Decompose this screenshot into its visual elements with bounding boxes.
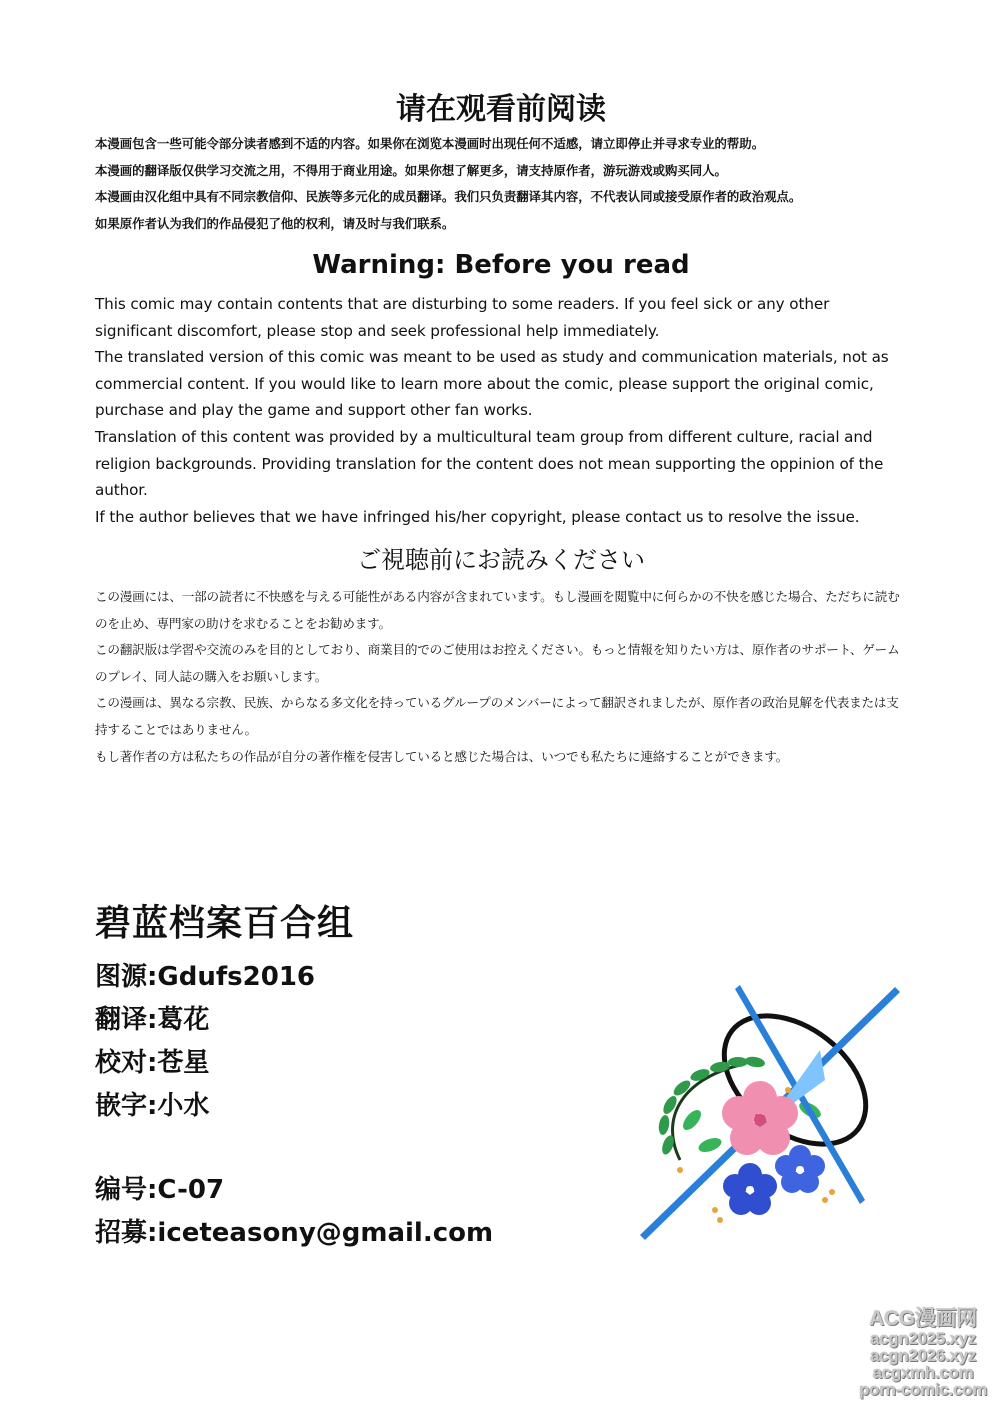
credit-proofreader [95,1042,493,1085]
zh-paragraph: 本漫画由汉化组中具有不同宗教信仰、民族等多元化的成员翻译。我们只负责翻译其内容，不代表认同或接受原作者的政治观点。 [95,189,802,204]
credit-typesetter [95,1085,493,1128]
ja-paragraph: この翻訳版は学習や交流のみを目的としており、商業目的でのご使用はお控えください。もっと情報を知りたい方は、原作者のサポート、ゲームのプレイ、同人誌の購入をお願いします。 [95,642,900,684]
en-paragraph: This comic may contain contents that are disturbing to some readers. If you feel sick or any other significant discomfort, please stop and seek professional help immediately. [95,295,830,340]
group-logo-icon [620,970,920,1260]
credits [95,895,493,1255]
group-name: 碧蓝档案百合组 [95,903,355,944]
credit-value: Gdufs2016 [157,962,316,992]
watermark-line: acgn2025.xyz [869,1329,977,1348]
zh-notice [95,131,907,237]
en-paragraph: Translation of this content was provided by a multicultural team group from different culture, racial and religion backgrounds. Providing translation for the content does not mean supporting the oppinion of the author. [95,427,884,500]
recruit-email: iceteasony@gmail.com [157,1218,494,1248]
recruit-label: 招募: [95,1218,158,1248]
credit-translator [95,999,493,1042]
ja-notice [95,584,907,770]
watermark-line: acgn2026.xyz [869,1346,977,1365]
watermark-line: acgxmh.com [872,1363,974,1382]
recruit-contact [95,1212,493,1255]
credit-value: 苍星 [157,1048,210,1078]
zh-title: 请在观看前阅读 [396,92,606,127]
credit-source [95,956,493,999]
site-watermark [848,1308,998,1398]
ja-paragraph: この漫画には、一部の読者に不快感を与える可能性がある内容が含まれています。もし漫画を閲覧中に何らかの不快を感じた場合、ただちに読むのを止め、専門家の助けを求むることをお勧めます。 [95,589,900,631]
en-notice [95,291,907,530]
violet-flower [723,1163,777,1215]
serial-label: 编号: [95,1175,158,1205]
en-title: Warning: Before you read [312,250,690,280]
serial-value: C-07 [157,1175,225,1205]
credit-label: 翻译: [95,1005,158,1035]
ja-paragraph: もし著作者の方は私たちの作品が自分の著作権を侵害していると感じた場合は、いつでも私たちに連絡することができます。 [95,748,789,764]
credit-value: 葛花 [157,1005,210,1035]
en-paragraph: If the author believes that we have infringed his/her copyright, please contact us to resolve the issue. [95,507,860,526]
zh-paragraph: 如果原作者认为我们的作品侵犯了他的权利，请及时与我们联系。 [95,215,455,231]
ja-paragraph: この漫画は、異なる宗教、民族、からなる多文化を持っているグループのメンバーによって翻訳されましたが、原作者の政治見解を代表または支持することではありません。 [95,695,899,737]
credit-label: 嵌字: [95,1091,158,1121]
watermark-line: ACG漫画网 [869,1307,977,1330]
credit-label: 图源: [95,962,158,992]
credit-value: 小水 [157,1091,210,1121]
ja-title: ご視聴前にお読みください [357,546,645,574]
watermark-line: porn-comic.com [858,1380,988,1399]
zh-paragraph: 本漫画包含一些可能令部分读者感到不适的内容。如果你在浏览本漫画时出现任何不适感，请立即停止并寻求专业的帮助。 [95,136,765,151]
credit-label: 校对: [95,1048,158,1078]
en-paragraph: The translated version of this comic was meant to be used as study and communication materials, not as commercial content. If you would like to learn more about the comic, please support the original comic, purchase and play the game and support other fan works. [95,348,889,420]
violet-flower [775,1145,825,1193]
serial-number [95,1169,493,1212]
zh-paragraph: 本漫画的翻译版仅供学习交流之用，不得用于商业用途。如果你想了解更多，请支持原作者，游玩游戏或购买同人。 [95,162,727,178]
